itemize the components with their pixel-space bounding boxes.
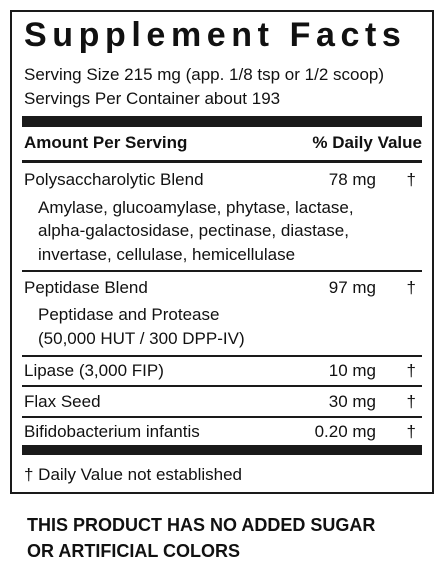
panel-title: Supplement Facts bbox=[24, 16, 407, 54]
ingredient-amount: 0.20 mg bbox=[314, 422, 376, 441]
row-divider bbox=[22, 385, 422, 387]
ingredient-detail: Amylase, glucoamylase, phytase, lactase, bbox=[38, 198, 354, 217]
header-divider bbox=[22, 160, 422, 163]
ingredient-row bbox=[24, 392, 422, 412]
footnote: † Daily Value not established bbox=[24, 465, 242, 484]
ingredient-detail: Peptidase and Protease bbox=[38, 305, 220, 324]
daily-value-heading: % Daily Value bbox=[312, 133, 422, 152]
ingredient-name: Peptidase Blend bbox=[24, 278, 148, 297]
ingredient-row bbox=[24, 278, 422, 298]
thick-divider-bottom bbox=[22, 445, 422, 455]
notice-line: OR ARTIFICIAL COLORS bbox=[27, 541, 240, 561]
notice-line: THIS PRODUCT HAS NO ADDED SUGAR bbox=[27, 515, 376, 535]
daily-value-dagger: † bbox=[406, 278, 416, 297]
column-header bbox=[24, 133, 422, 153]
thick-divider-top bbox=[22, 116, 422, 127]
product-notice bbox=[27, 512, 427, 564]
ingredient-row bbox=[24, 422, 422, 442]
ingredient-row bbox=[24, 170, 422, 190]
serving-size: Serving Size 215 mg (app. 1/8 tsp or 1/2 scoop) bbox=[24, 65, 385, 84]
daily-value-dagger: † bbox=[406, 422, 416, 441]
daily-value-dagger: † bbox=[406, 392, 416, 411]
ingredient-name: Flax Seed bbox=[24, 392, 101, 411]
row-divider bbox=[22, 355, 422, 357]
ingredient-amount: 30 mg bbox=[328, 392, 376, 411]
ingredient-name: Polysaccharolytic Blend bbox=[24, 170, 204, 189]
ingredient-amount: 78 mg bbox=[328, 170, 376, 189]
ingredient-name: Lipase (3,000 FIP) bbox=[24, 361, 164, 380]
row-divider bbox=[22, 270, 422, 272]
ingredient-detail: (50,000 HUT / 300 DPP-IV) bbox=[38, 329, 245, 348]
ingredient-name: Bifidobacterium infantis bbox=[24, 422, 200, 441]
ingredient-detail: invertase, cellulase, hemicellulase bbox=[38, 245, 296, 264]
amount-per-serving-heading: Amount Per Serving bbox=[24, 133, 188, 152]
row-divider bbox=[22, 416, 422, 418]
servings-per-container: Servings Per Container about 193 bbox=[24, 89, 281, 108]
ingredient-amount: 10 mg bbox=[328, 361, 376, 380]
ingredient-amount: 97 mg bbox=[328, 278, 376, 297]
daily-value-dagger: † bbox=[406, 170, 416, 189]
ingredient-detail: alpha-galactosidase, pectinase, diastase, bbox=[38, 221, 349, 240]
daily-value-dagger: † bbox=[406, 361, 416, 380]
ingredient-row bbox=[24, 361, 422, 381]
supplement-facts-panel bbox=[10, 10, 434, 494]
